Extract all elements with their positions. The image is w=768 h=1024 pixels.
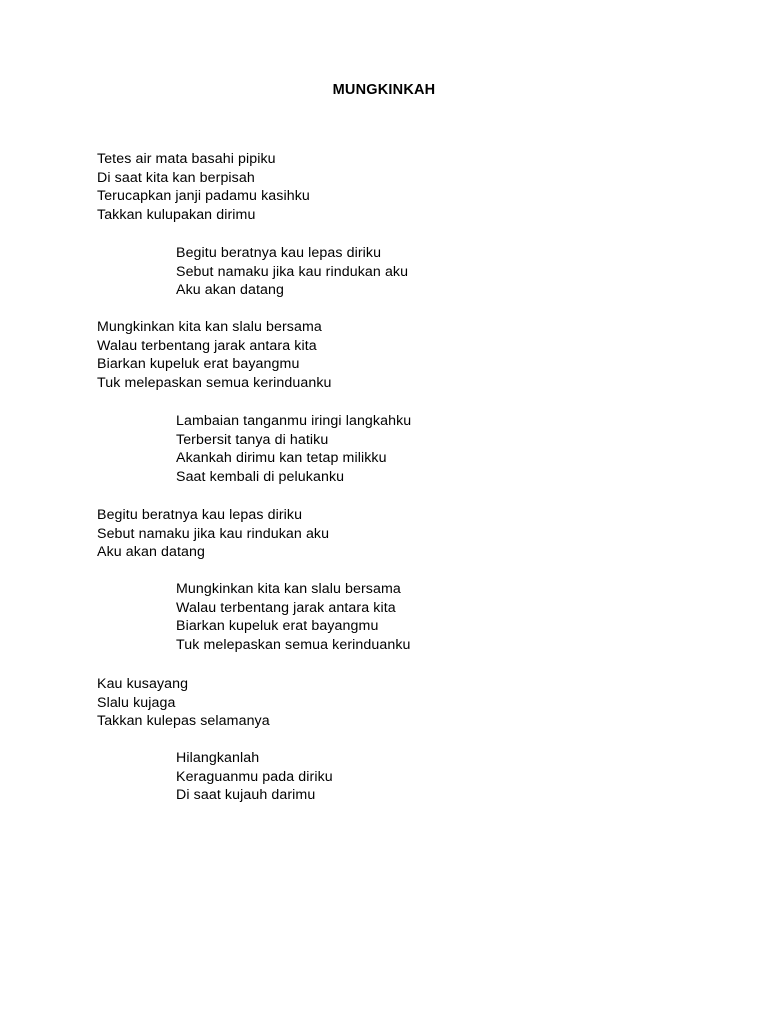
lyric-line: Biarkan kupeluk erat bayangmu <box>97 356 300 373</box>
lyric-line: Di saat kita kan berpisah <box>97 169 255 186</box>
lyric-line: Terbersit tanya di hatiku <box>176 431 329 448</box>
lyric-line: Lambaian tanganmu iringi langkahku <box>176 413 412 429</box>
lyric-line: Tuk melepaskan semua kerinduanku <box>97 375 332 392</box>
lyric-line: Biarkan kupeluk erat bayangmu <box>176 618 379 635</box>
lyric-line: Akankah dirimu kan tetap milikku <box>176 450 387 467</box>
document-title: MUNGKINKAH <box>332 82 436 98</box>
lyric-line: Tetes air mata basahi pipiku <box>97 151 276 167</box>
lyric-line: Begitu beratnya kau lepas diriku <box>176 245 382 261</box>
lyric-line: Mungkinkan kita kan slalu bersama <box>176 581 401 597</box>
lyric-line: Walau terbentang jarak antara kita <box>176 599 396 616</box>
lyric-line: Takkan kulupakan dirimu <box>97 207 256 224</box>
lyric-line: Hilangkanlah <box>176 750 260 766</box>
lyric-line: Mungkinkan kita kan slalu bersama <box>97 319 322 335</box>
lyric-line: Aku akan datang <box>176 282 284 299</box>
stanza-verse-4 <box>176 580 411 655</box>
stanza-verse-1 <box>97 150 310 225</box>
lyric-line: Saat kembali di pelukanku <box>176 469 345 486</box>
lyric-line: Begitu beratnya kau lepas diriku <box>97 507 303 523</box>
stanza-outro <box>176 749 333 805</box>
lyric-line: Sebut namaku jika kau rindukan aku <box>97 525 330 542</box>
lyric-line: Sebut namaku jika kau rindukan aku <box>176 263 409 280</box>
lyric-line: Walau terbentang jarak antara kita <box>97 337 317 354</box>
stanza-verse-3 <box>176 412 411 487</box>
lyric-line: Keraguanmu pada diriku <box>176 768 333 785</box>
stanza-verse-2 <box>97 318 332 393</box>
lyric-line: Di saat kujauh darimu <box>176 787 316 804</box>
lyric-line: Tuk melepaskan semua kerinduanku <box>176 637 411 654</box>
lyric-line: Aku akan datang <box>97 544 205 561</box>
stanza-chorus-2 <box>97 506 329 562</box>
lyric-line: Terucapkan janji padamu kasihku <box>97 188 310 205</box>
lyric-line: Takkan kulepas selamanya <box>97 713 270 730</box>
lyric-line: Kau kusayang <box>97 676 189 692</box>
lyric-line: Slalu kujaga <box>97 694 176 711</box>
stanza-bridge <box>97 675 270 731</box>
stanza-chorus-1 <box>176 244 408 300</box>
